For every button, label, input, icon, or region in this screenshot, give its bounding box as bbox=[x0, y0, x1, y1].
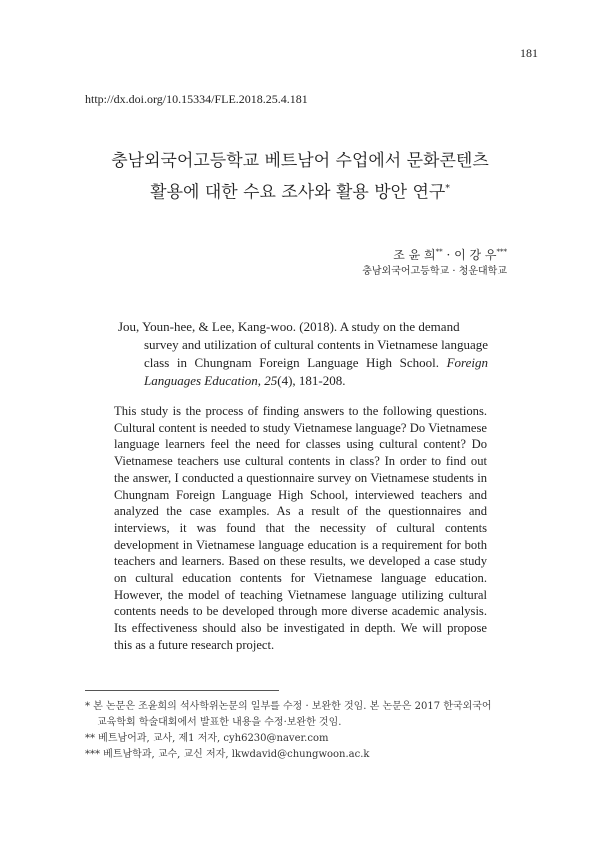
citation bbox=[118, 318, 488, 390]
footnote-1-continued: 교육학회 학술대회에서 발표한 내용을 수정·보완한 것임. bbox=[97, 717, 342, 728]
paper-title bbox=[0, 147, 600, 207]
doi-link[interactable]: http://dx.doi.org/10.15334/FLE.2018.25.4.181 bbox=[85, 92, 308, 106]
citation-journal: Foreign Languages Education bbox=[144, 355, 488, 388]
author-2: 이 강 우 bbox=[454, 248, 497, 262]
citation-rest: survey and utilization of cultural contents in Vietnamese language class in Chungnam Foreign Language High School. bbox=[144, 337, 488, 370]
title-line-2 bbox=[0, 175, 600, 207]
footnote-2: ** 베트남어과, 교사, 제1 저자, cyh6230@naver.com bbox=[85, 733, 329, 744]
citation-issue-pages: (4), 181-208. bbox=[277, 373, 346, 388]
author-separator: · bbox=[442, 248, 455, 262]
title-line-1: 충남외국어고등학교 베트남어 수업에서 문화콘텐츠 bbox=[111, 151, 489, 171]
title-line-2-text: 활용에 대한 수요 조사와 활용 방안 연구 bbox=[150, 182, 446, 203]
footnotes bbox=[85, 699, 525, 763]
author-affiliation: 충남외국어고등학교 · 청운대학교 bbox=[362, 266, 507, 277]
citation-volume: 25 bbox=[264, 373, 278, 388]
citation-line-1: Jou, Youn-hee, & Lee, Kang-woo. (2018). A study on the demand bbox=[118, 319, 460, 334]
abstract-text: This study is the process of finding answers to the following questions. Cultural content is needed to study Vietnamese language? Do Vietnamese language learners feel the need for classes using cultural content? Do Vietnamese teachers use cultural contents in class? In order to find out the answer, I conducted a questionnaire survey on Vietnamese students in Chungnam Foreign Language High School, interviewed teachers and analyzed the case examples. As a result of the questionnaires and interviews, it was found that the necessity of cultural contents development in Vietnamese language education is a requirement for both teachers and learners. Based on these results, we developed a case study on cultural education contents for Vietnamese language education. However, the model of teaching Vietnamese language utilizing cultural contents needs to be developed through more diverse academic analysis. Its effectiveness should also be investigated in depth. We will propose this as a future research project. bbox=[114, 404, 487, 652]
page-number: 181 bbox=[520, 46, 538, 60]
footnote-divider bbox=[85, 690, 279, 691]
author-1: 조 윤 희 bbox=[393, 248, 436, 262]
citation-continuation: survey and utilization of cultural contents in Vietnamese language class in Chungnam Foreign Language High School. Foreign Languages Education, 25(4), 181-208. bbox=[144, 337, 488, 388]
title-footnote-marker: * bbox=[445, 184, 450, 194]
footnote-1: * 본 논문은 조윤희의 석사학위논문의 일부를 수정 · 보완한 것임. 본 논문은 2017 한국외국어 bbox=[85, 701, 492, 712]
author-1-marker: ** bbox=[435, 248, 443, 256]
footnote-3: *** 베트남학과, 교수, 교신 저자, lkwdavid@chungwoon.ac.k bbox=[85, 749, 370, 760]
author-2-marker: *** bbox=[496, 248, 507, 256]
